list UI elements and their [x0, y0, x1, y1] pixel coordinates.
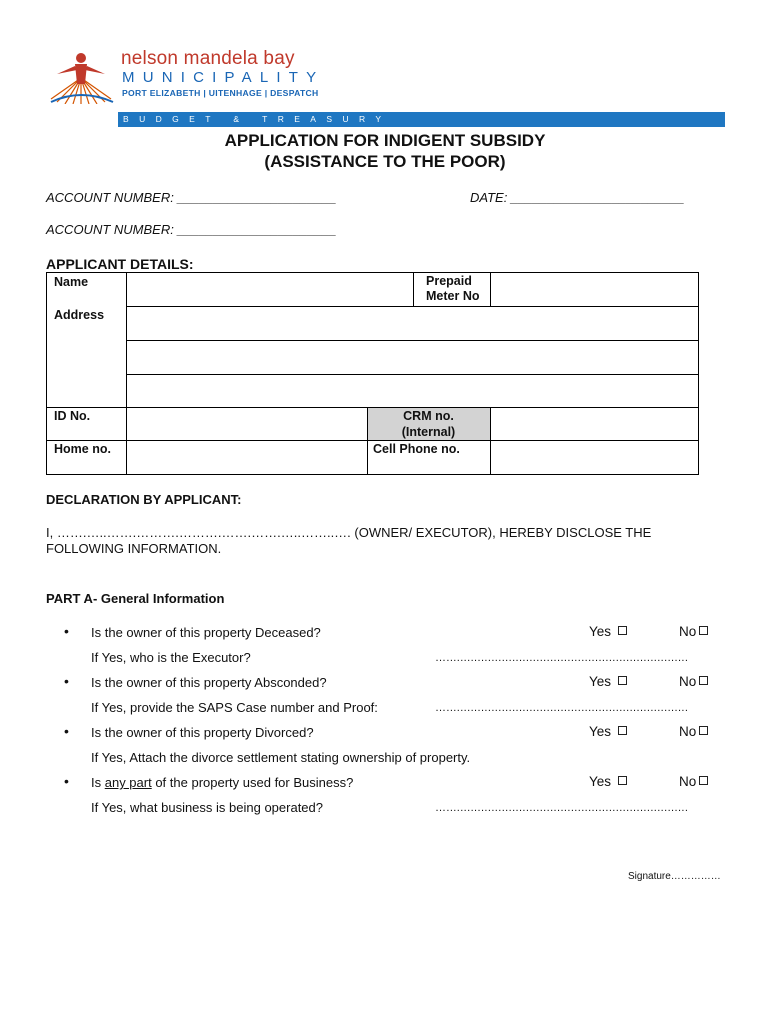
table-rule: [46, 440, 699, 441]
form-title-line1: APPLICATION FOR INDIGENT SUBSIDY: [224, 131, 546, 150]
deceased-no-checkbox[interactable]: [679, 624, 708, 639]
logo-towns: PORT ELIZABETH | UITENHAGE | DESPATCH: [122, 88, 319, 98]
checkbox-icon: [618, 676, 627, 685]
saps-answer-line[interactable]: …......................................................................: [435, 702, 689, 714]
checkbox-icon: [618, 626, 627, 635]
bullet-icon: •: [64, 623, 69, 639]
question-business-pre: Is: [91, 775, 105, 790]
checkbox-icon: [699, 726, 708, 735]
absconded-yes-checkbox[interactable]: [589, 674, 627, 689]
declaration-line1[interactable]: I, …….…..…….……….……….…….…….…..……..…. (OWNER/ EXECUTOR), HEREBY DISCLOSE THE: [46, 525, 652, 540]
crm-number-input[interactable]: [490, 407, 699, 440]
address-input-line3[interactable]: [126, 374, 699, 407]
followup-business-type: If Yes, what business is being operated?: [91, 800, 323, 815]
yes-label: Yes: [589, 624, 612, 639]
divorced-yes-checkbox[interactable]: [589, 724, 627, 739]
question-divorced: Is the owner of this property Divorced?: [91, 725, 314, 740]
followup-saps-case: If Yes, provide the SAPS Case number and Proof:: [91, 700, 378, 715]
divorced-no-checkbox[interactable]: [679, 724, 708, 739]
date-field[interactable]: DATE: ________________________: [470, 190, 685, 205]
prepaid-label-line1: Prepaid: [426, 274, 472, 288]
municipality-logo: [47, 44, 337, 104]
prepaid-label-line2: Meter No: [426, 289, 480, 303]
checkbox-icon: [618, 776, 627, 785]
no-label: No: [679, 774, 697, 789]
account-number-field[interactable]: ACCOUNT NUMBER: ______________________: [46, 190, 337, 205]
table-border: [46, 474, 699, 475]
name-input[interactable]: [126, 272, 413, 306]
home-number-input[interactable]: [126, 440, 367, 475]
question-business-emphasis: any part: [104, 775, 152, 790]
signature-field[interactable]: Signature……………: [628, 871, 721, 882]
question-absconded: Is the owner of this property Absconded?: [91, 675, 327, 690]
checkbox-icon: [699, 776, 708, 785]
name-label: Name: [54, 275, 89, 289]
department-banner: BUDGET & TREASURY: [118, 112, 725, 127]
address-label: Address: [54, 308, 105, 322]
crm-label-line1: CRM no.: [403, 409, 454, 423]
table-rule: [413, 272, 414, 306]
table-rule: [490, 272, 491, 306]
cell-phone-label: Cell Phone no.: [373, 442, 460, 456]
id-number-label: ID No.: [54, 409, 91, 423]
business-no-checkbox[interactable]: [679, 774, 708, 789]
account-number-field-2[interactable]: ACCOUNT NUMBER: ______________________: [46, 222, 337, 237]
logo-figure-icon: [47, 44, 117, 104]
followup-divorce-settlement: If Yes, Attach the divorce settlement stating ownership of property.: [91, 750, 471, 765]
address-input-line2[interactable]: [126, 340, 699, 374]
part-a-heading: PART A- General Information: [46, 591, 225, 606]
table-rule: [126, 306, 699, 307]
table-rule: [490, 407, 491, 475]
absconded-no-checkbox[interactable]: [679, 674, 708, 689]
checkbox-icon: [699, 676, 708, 685]
question-business: [91, 775, 353, 790]
table-rule: [126, 272, 127, 475]
declaration-line2: FOLLOWING INFORMATION.: [46, 541, 222, 556]
table-border: [46, 272, 699, 273]
applicant-details-heading: APPLICANT DETAILS:: [46, 256, 194, 272]
prepaid-meter-input[interactable]: [490, 272, 699, 306]
logo-name: nelson mandela bay: [121, 48, 295, 69]
table-rule: [46, 407, 699, 408]
table-rule: [126, 340, 699, 341]
deceased-yes-checkbox[interactable]: [589, 624, 627, 639]
no-label: No: [679, 724, 697, 739]
applicant-details-table: [46, 272, 699, 475]
bullet-icon: •: [64, 723, 69, 739]
home-number-label: Home no.: [54, 442, 111, 456]
question-deceased: Is the owner of this property Deceased?: [91, 625, 321, 640]
cell-phone-input[interactable]: [490, 440, 699, 475]
business-answer-line[interactable]: …......................................................................: [435, 802, 689, 814]
yes-label: Yes: [589, 674, 612, 689]
checkbox-icon: [618, 726, 627, 735]
table-rule: [126, 374, 699, 375]
declaration-heading: DECLARATION BY APPLICANT:: [46, 492, 242, 507]
yes-label: Yes: [589, 724, 612, 739]
bullet-icon: •: [64, 673, 69, 689]
address-input-line1[interactable]: [126, 306, 699, 340]
no-label: No: [679, 674, 697, 689]
question-business-post: of the property used for Business?: [151, 775, 354, 790]
no-label: No: [679, 624, 697, 639]
crm-label-line2: (Internal): [401, 425, 456, 439]
logo-municipality: MUNICIPALITY: [122, 69, 325, 86]
yes-label: Yes: [589, 774, 612, 789]
form-title-line2: (ASSISTANCE TO THE POOR): [264, 152, 506, 171]
bullet-icon: •: [64, 773, 69, 789]
executor-answer-line[interactable]: …......................................................................: [435, 652, 689, 664]
id-number-input[interactable]: [126, 407, 367, 440]
table-border: [46, 272, 47, 475]
followup-executor: If Yes, who is the Executor?: [91, 650, 251, 665]
checkbox-icon: [699, 626, 708, 635]
business-yes-checkbox[interactable]: [589, 774, 627, 789]
